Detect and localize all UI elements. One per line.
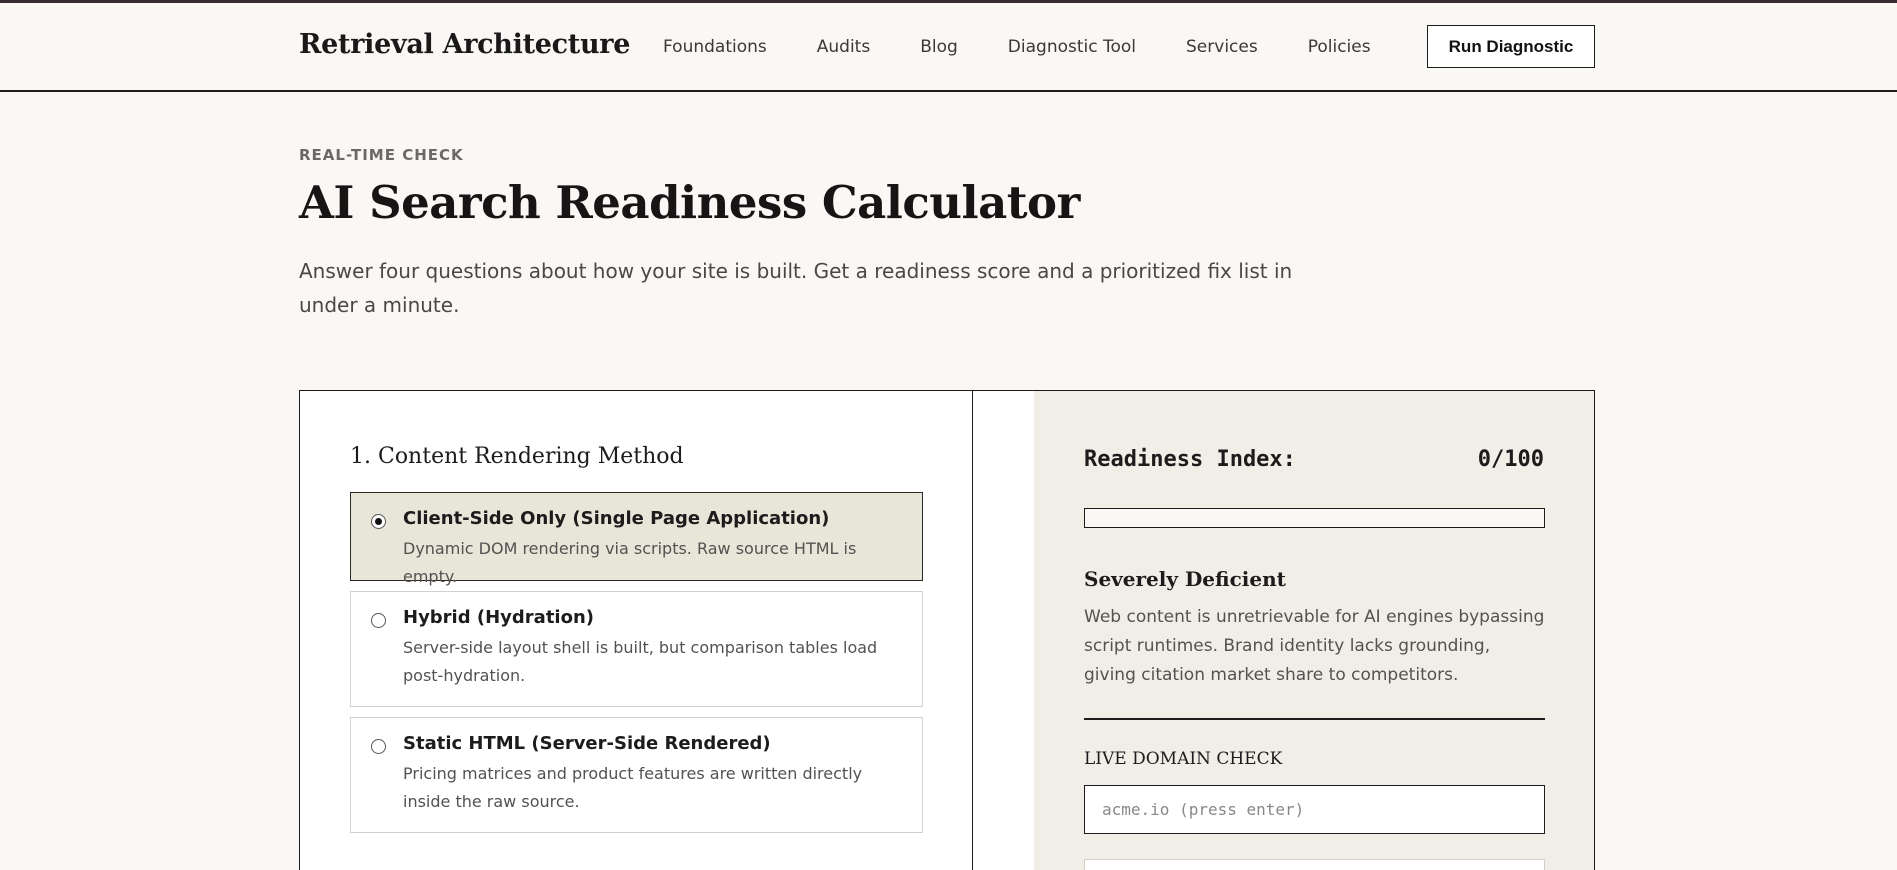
run-diagnostic-button[interactable]: Run Diagnostic <box>1427 25 1595 68</box>
domain-input[interactable] <box>1084 785 1545 834</box>
page-title: AI Search Readiness Calculator <box>299 176 1080 229</box>
readiness-index-label: Readiness Index: <box>1084 447 1296 472</box>
live-domain-check-label: LIVE DOMAIN CHECK <box>1084 749 1283 769</box>
option-static-html[interactable] <box>350 717 923 833</box>
next-field[interactable] <box>1084 859 1545 870</box>
divider <box>1084 718 1545 720</box>
nav-audits[interactable]: Audits <box>816 37 871 57</box>
radio-selected-icon[interactable] <box>371 514 386 529</box>
option-title: Hybrid (Hydration) <box>403 607 594 628</box>
question-title: 1. Content Rendering Method <box>350 444 684 469</box>
eyebrow-label: REAL-TIME CHECK <box>299 146 464 164</box>
nav-policies[interactable]: Policies <box>1307 37 1371 57</box>
result-column <box>1034 391 1594 870</box>
option-title: Client-Side Only (Single Page Application) <box>403 508 830 529</box>
site-header <box>0 3 1897 92</box>
status-description: Web content is unretrievable for AI engines bypassing script runtimes. Brand identity lacks grounding, giving citation market share to competitors. <box>1084 607 1545 685</box>
option-description: Server-side layout shell is built, but comparison tables load post-hydration. <box>403 638 878 685</box>
option-description: Pricing matrices and product features are written directly inside the raw source. <box>403 764 863 811</box>
readiness-index-value: 0/100 <box>1477 447 1544 472</box>
question-column <box>300 391 973 870</box>
readiness-progress-bar <box>1084 508 1545 528</box>
status-title: Severely Deficient <box>1084 567 1286 591</box>
option-title: Static HTML (Server-Side Rendered) <box>403 733 771 754</box>
radio-icon[interactable] <box>371 739 386 754</box>
option-hybrid[interactable] <box>350 591 923 707</box>
brand-logo[interactable]: Retrieval Architecture <box>299 29 631 60</box>
page-lead: Answer four questions about how your site is built. Get a readiness score and a prioritized fix list in under a minute. <box>299 259 1293 317</box>
nav-foundations[interactable]: Foundations <box>663 37 767 57</box>
nav-diagnostic-tool[interactable]: Diagnostic Tool <box>1007 37 1137 57</box>
nav-services[interactable]: Services <box>1186 37 1258 57</box>
radio-icon[interactable] <box>371 613 386 628</box>
main-nav <box>663 37 1421 57</box>
option-description: Dynamic DOM rendering via scripts. Raw source HTML is empty. <box>403 539 857 586</box>
option-client-side[interactable] <box>350 492 923 586</box>
nav-blog[interactable]: Blog <box>920 37 958 57</box>
calculator-panel <box>299 390 1595 870</box>
